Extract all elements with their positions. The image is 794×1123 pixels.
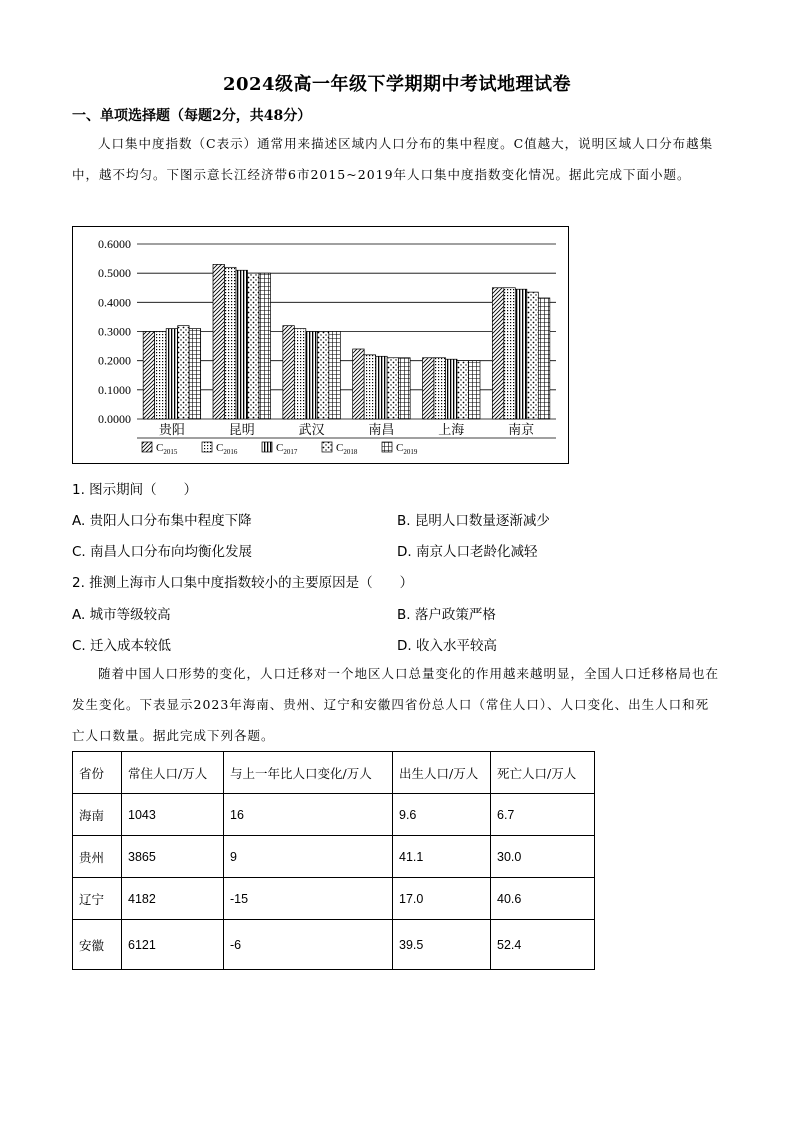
table-cell: 6121 xyxy=(122,920,224,970)
q1-option-a[interactable]: A. 贵阳人口分布集中程度下降 xyxy=(72,513,252,529)
chart-legend-swatch xyxy=(322,442,332,452)
table-cell: 40.6 xyxy=(491,878,595,920)
chart-bar-C2018-南昌 xyxy=(387,358,399,419)
q1-option-c[interactable]: C. 南昌人口分布向均衡化发展 xyxy=(72,544,253,560)
table-cell: -15 xyxy=(224,878,393,920)
table-header-cell: 与上一年比人口变化/万人 xyxy=(224,752,393,794)
chart-bar-C2017-昆明 xyxy=(236,270,248,419)
table-cell: 41.1 xyxy=(393,836,491,878)
table-cell: 4182 xyxy=(122,878,224,920)
chart-bar-C2017-南昌 xyxy=(376,356,388,419)
chart-category-label: 上海 xyxy=(438,423,465,438)
chart-y-axis xyxy=(98,237,131,426)
chart-bar-C2019-南昌 xyxy=(399,358,411,419)
chart-y-tick-label: 0.2000 xyxy=(98,353,131,368)
chart-bar-C2019-上海 xyxy=(469,361,481,419)
chart-y-tick-label: 0.0000 xyxy=(98,412,131,426)
table-header-cell: 常住人口/万人 xyxy=(122,752,224,794)
table-row xyxy=(73,920,595,970)
table-header-cell: 死亡人口/万人 xyxy=(491,752,595,794)
chart-bar-C2016-南京 xyxy=(504,288,516,419)
table-cell: 30.0 xyxy=(491,836,595,878)
chart-bar-C2015-昆明 xyxy=(213,264,225,419)
table-cell: 贵州 xyxy=(73,836,122,878)
chart-legend xyxy=(142,442,418,456)
chart-bar-C2018-贵阳 xyxy=(178,326,190,419)
table-header-cell: 出生人口/万人 xyxy=(393,752,491,794)
chart-bar-C2018-南京 xyxy=(527,292,539,419)
chart-legend-label: $C_{2017}$ xyxy=(276,442,298,456)
chart-bar-C2015-南昌 xyxy=(353,349,365,419)
table-cell: 52.4 xyxy=(491,920,595,970)
chart-bar-C2016-上海 xyxy=(434,358,446,419)
chart-y-tick-label: 0.6000 xyxy=(98,237,131,251)
table-cell: 9 xyxy=(224,836,393,878)
chart-y-tick-label: 0.3000 xyxy=(98,324,131,339)
chart-legend-label: $C_{2016}$ xyxy=(216,442,238,456)
chart-category-label: 昆明 xyxy=(228,423,255,438)
table-header-row xyxy=(73,752,595,794)
chart-bar-C2019-南京 xyxy=(538,298,550,419)
table-cell: 6.7 xyxy=(491,794,595,836)
chart-category-labels xyxy=(159,422,534,438)
table-cell: 16 xyxy=(224,794,393,836)
table-cell: 17.0 xyxy=(393,878,491,920)
population-table xyxy=(72,751,595,970)
chart-bar-C2016-南昌 xyxy=(364,355,376,419)
table-cell: 海南 xyxy=(73,794,122,836)
q1-option-b[interactable]: B. 昆明人口数量逐渐减少 xyxy=(397,513,550,529)
chart-legend-label: $C_{2018}$ xyxy=(336,442,358,456)
table-row xyxy=(73,878,595,920)
q2-option-b[interactable]: B. 落户政策严格 xyxy=(397,607,496,623)
intro-paragraph-2: 随着中国人口形势的变化，人口迁移对一个地区人口总量变化的作用越来越明显，全国人口迁移格局也在发生变化。下表显示2023年海南、贵州、辽宁和安徽四省份总人口（常住人口）、人口变化、出生人口和死亡人口数量。据此完成下列各题。 xyxy=(72,666,720,743)
chart-y-tick-label: 0.1000 xyxy=(98,382,131,397)
chart-bar-C2015-上海 xyxy=(423,358,435,419)
table-cell: 辽宁 xyxy=(73,878,122,920)
chart-bar-C2017-南京 xyxy=(515,289,527,419)
chart-category-label: 贵阳 xyxy=(158,423,185,438)
chart-legend-swatch xyxy=(262,442,272,452)
q2-option-a[interactable]: A. 城市等级较高 xyxy=(72,607,171,623)
chart-bar-C2016-昆明 xyxy=(225,267,237,419)
chart-bar-C2018-上海 xyxy=(457,361,469,419)
section-heading: 一、单项选择题（每题2分，共48分） xyxy=(72,108,312,124)
chart-bar-C2019-武汉 xyxy=(329,332,341,420)
question-2-stem: 2. 推测上海市人口集中度指数较小的主要原因是（ ） xyxy=(72,575,414,591)
chart-bar-C2015-武汉 xyxy=(283,326,295,419)
page-title: 2024级高一年级下学期期中考试地理试卷 xyxy=(222,74,572,95)
table-cell: 安徽 xyxy=(73,920,122,970)
chart-legend-swatch xyxy=(142,442,152,452)
chart-bar-C2016-武汉 xyxy=(294,329,306,419)
table-cell: 39.5 xyxy=(393,920,491,970)
table-cell: 1043 xyxy=(122,794,224,836)
chart-bar-C2017-武汉 xyxy=(306,332,318,420)
chart-legend-label: $C_{2015}$ xyxy=(156,442,178,456)
question-1-stem: 1. 图示期间（ ） xyxy=(72,482,198,498)
table-row xyxy=(73,836,595,878)
chart-category-label: 武汉 xyxy=(298,423,325,438)
intro-paragraph-1: 人口集中度指数（C表示）通常用来描述区域内人口分布的集中程度。C值越大，说明区域人口分布越集中，越不均匀。下图示意长江经济带6市2015~2019年人口集中度指数变化情况。据此完成下面小题。 xyxy=(72,136,714,182)
q2-option-d[interactable]: D. 收入水平较高 xyxy=(397,638,497,654)
table-cell: 9.6 xyxy=(393,794,491,836)
table-row xyxy=(73,794,595,836)
table-header-cell: 省份 xyxy=(73,752,122,794)
chart-bar-C2019-贵阳 xyxy=(189,329,201,419)
q1-option-d[interactable]: D. 南京人口老龄化减轻 xyxy=(397,544,538,560)
chart-bar-C2018-昆明 xyxy=(248,273,260,419)
chart-y-tick-label: 0.5000 xyxy=(98,266,131,281)
chart-bar-C2015-南京 xyxy=(492,288,504,419)
chart-bar-C2015-贵阳 xyxy=(143,332,155,420)
chart-legend-label: $C_{2019}$ xyxy=(396,442,418,456)
chart-bar-C2017-贵阳 xyxy=(166,329,178,419)
chart-bar-C2018-武汉 xyxy=(317,332,329,420)
chart-legend-swatch xyxy=(202,442,212,452)
chart-bar-C2019-昆明 xyxy=(259,273,271,419)
chart-legend-swatch xyxy=(382,442,392,452)
chart-bars xyxy=(143,264,550,419)
table-cell: 3865 xyxy=(122,836,224,878)
chart-bar-C2017-上海 xyxy=(446,359,458,419)
chart-y-tick-label: 0.4000 xyxy=(98,295,131,310)
chart-category-label: 南昌 xyxy=(368,423,395,438)
population-concentration-chart xyxy=(72,226,569,464)
chart-category-label: 南京 xyxy=(508,423,535,438)
table-cell: -6 xyxy=(224,920,393,970)
chart-bar-C2016-贵阳 xyxy=(155,332,167,420)
q2-option-c[interactable]: C. 迁入成本较低 xyxy=(72,638,172,654)
